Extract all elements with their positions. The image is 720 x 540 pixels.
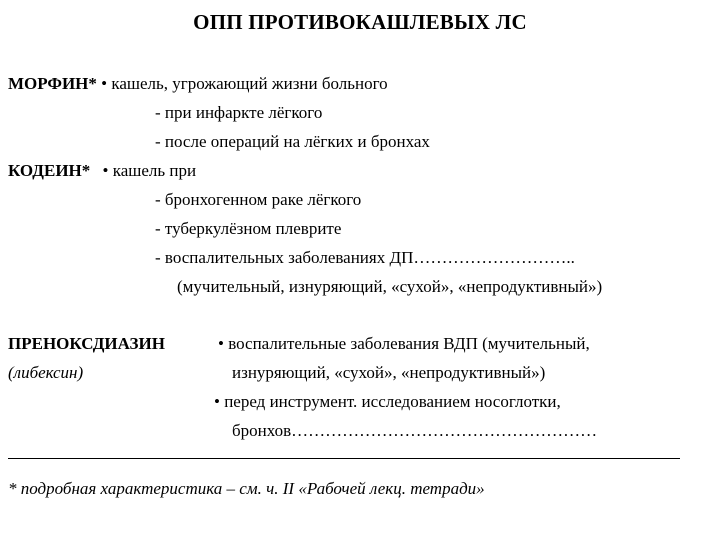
prenoxdiazine-line-4: бронхов……………………………………………… <box>232 421 598 440</box>
codeine-item-2: - туберкулёзном плеврите <box>155 219 342 238</box>
codeine-row <box>8 161 196 181</box>
morphine-item-2: - после операций на лёгких и бронхах <box>155 132 430 151</box>
codeine-item-1: - бронхогенном раке лёгкого <box>155 190 362 209</box>
codeine-bullet: • <box>102 161 109 180</box>
morphine-name: МОРФИН* <box>8 74 97 93</box>
morphine-row <box>8 74 388 94</box>
footnote-divider <box>8 458 680 459</box>
codeine-name: КОДЕИН* <box>8 161 91 180</box>
morphine-bullet: • <box>101 74 108 93</box>
codeine-item-4: (мучительный, изнуряющий, «сухой», «непродуктивный») <box>177 277 603 296</box>
prenoxdiazine-line-3: • перед инструмент. исследованием носоглотки, <box>214 392 561 411</box>
morphine-item-1: - при инфаркте лёгкого <box>155 103 323 122</box>
morphine-indication: кашель, угрожающий жизни больного <box>111 74 388 93</box>
prenoxdiazine-name: ПРЕНОКСДИАЗИН <box>8 334 165 353</box>
prenoxdiazine-alias: (либексин) <box>8 363 84 382</box>
codeine-item-3: - воспалительных заболеваниях ДП……………………….. <box>155 248 575 267</box>
page-title: ОПП ПРОТИВОКАШЛЕВЫХ ЛС <box>193 10 527 34</box>
codeine-indication: кашель при <box>112 161 197 180</box>
footnote: * подробная характеристика – см. ч. II «Рабочей лекц. тетради» <box>8 479 485 498</box>
prenoxdiazine-line-1: • воспалительные заболевания ВДП (мучительный, <box>218 334 590 353</box>
prenoxdiazine-line-2: изнуряющий, «сухой», «непродуктивный») <box>232 363 546 382</box>
